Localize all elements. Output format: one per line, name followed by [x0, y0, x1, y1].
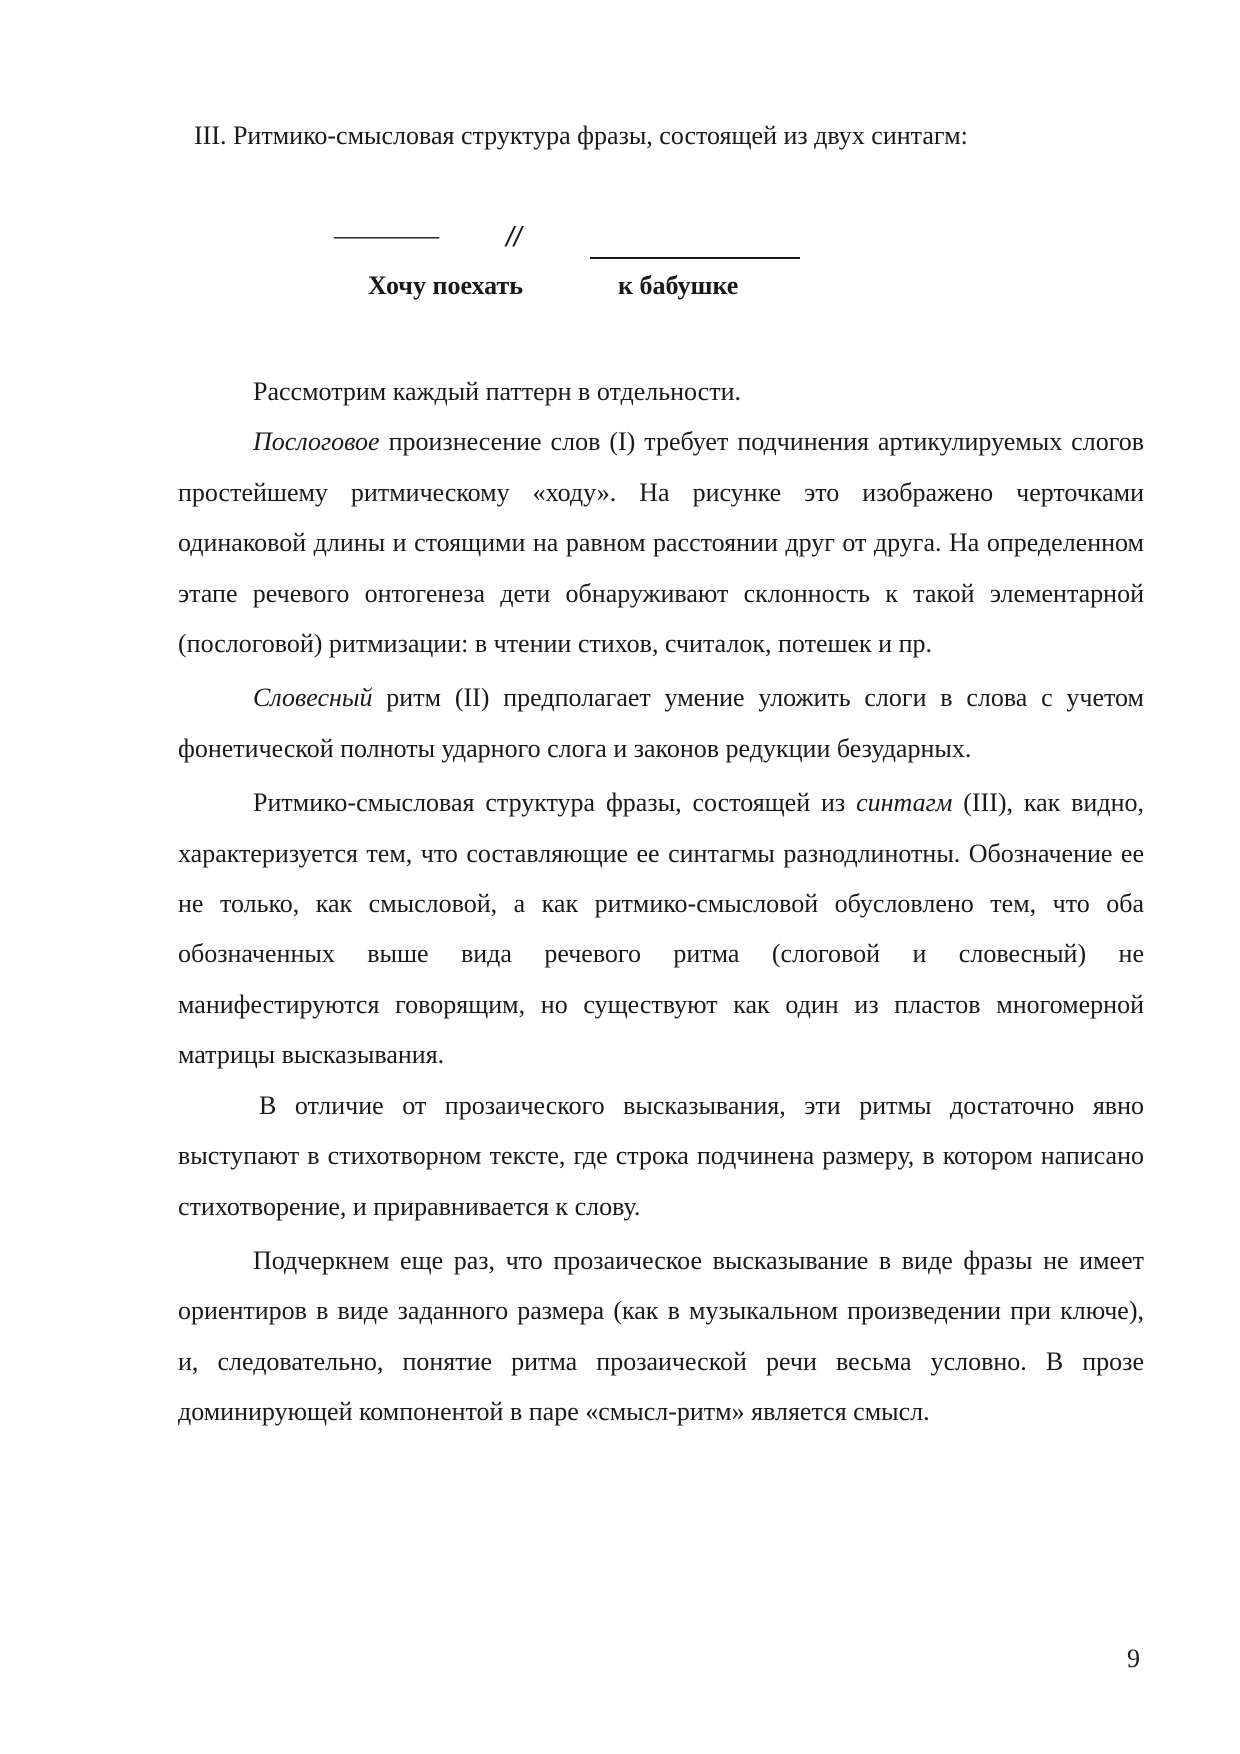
body-text — [178, 367, 1144, 1438]
term-verbal: Словесный — [253, 683, 373, 713]
syntagm-2-line — [590, 257, 800, 259]
rhythm-diagram — [0, 0, 1240, 320]
syntagm-separator: // — [506, 221, 522, 252]
term-syntagm: синтагм — [856, 788, 953, 818]
paragraph-4 — [178, 778, 1144, 1080]
paragraph-4-text: (III), как видно, характеризуется тем, что составляющие ее синтагмы разнодлинотны. Обозначение ее не только, как смысловой, а как ритмико-смысловой обусловлено тем, что оба обозначенных выше вида речевого ритма (слоговой и словесный) не манифестируются говорящим, но существуют как один из пластов многомерной матрицы высказывания. — [178, 788, 1144, 1070]
paragraph-5: В отличие от прозаического высказывания, эти ритмы достаточно явно выступают в стихотворном тексте, где строка подчинена размеру, в котором написано стихотворение, и приравнивается к слову. — [178, 1090, 1144, 1221]
section-heading: III. Ритмико-смысловая структура фразы, состоящей из двух синтагм: — [194, 121, 968, 150]
term-syllabic: Послоговое — [253, 427, 380, 457]
paragraph-3 — [178, 673, 1144, 774]
page-number: 9 — [1127, 1644, 1140, 1673]
syntagm-2-text: к бабушке — [618, 271, 739, 300]
paragraph-1: Рассмотрим каждый паттерн в отдельности. — [253, 377, 741, 406]
paragraph-6: Подчеркнем еще раз, что прозаическое высказывание в виде фразы не имеет ориентиров в виде заданного размера (как в музыкальном произведении при ключе), и, следовательно, понятие ритма прозаической речи весьма условно. В прозе доминирующей компонентой в паре «смысл-ритм» является смысл. — [178, 1245, 1144, 1427]
paragraph-4-start: Ритмико-смысловая структура фразы, состоящей из — [253, 788, 857, 818]
paragraph-3-text: ритм (II) предполагает умение уложить слоги в слова с учетом фонетической полноты ударного слога и законов редукции безударных. — [178, 683, 1144, 763]
syntagm-1-text: Хочу поехать — [368, 271, 523, 300]
paragraph-2 — [178, 417, 1144, 669]
syntagm-1-dashes: ________ — [334, 211, 438, 242]
paragraph-2-text: произнесение слов (I) требует подчинения артикулируемых слогов простейшему ритмическому «ходу». На рисунке это изображено черточками одинаковой длины и стоящими на равном расстоянии друг от друга. На определенном этапе речевого онтогенеза дети обнаруживают склонность к такой элементарной (послоговой) ритмизации: в чтении стихов, считалок, потешек и пр. — [178, 427, 1144, 659]
